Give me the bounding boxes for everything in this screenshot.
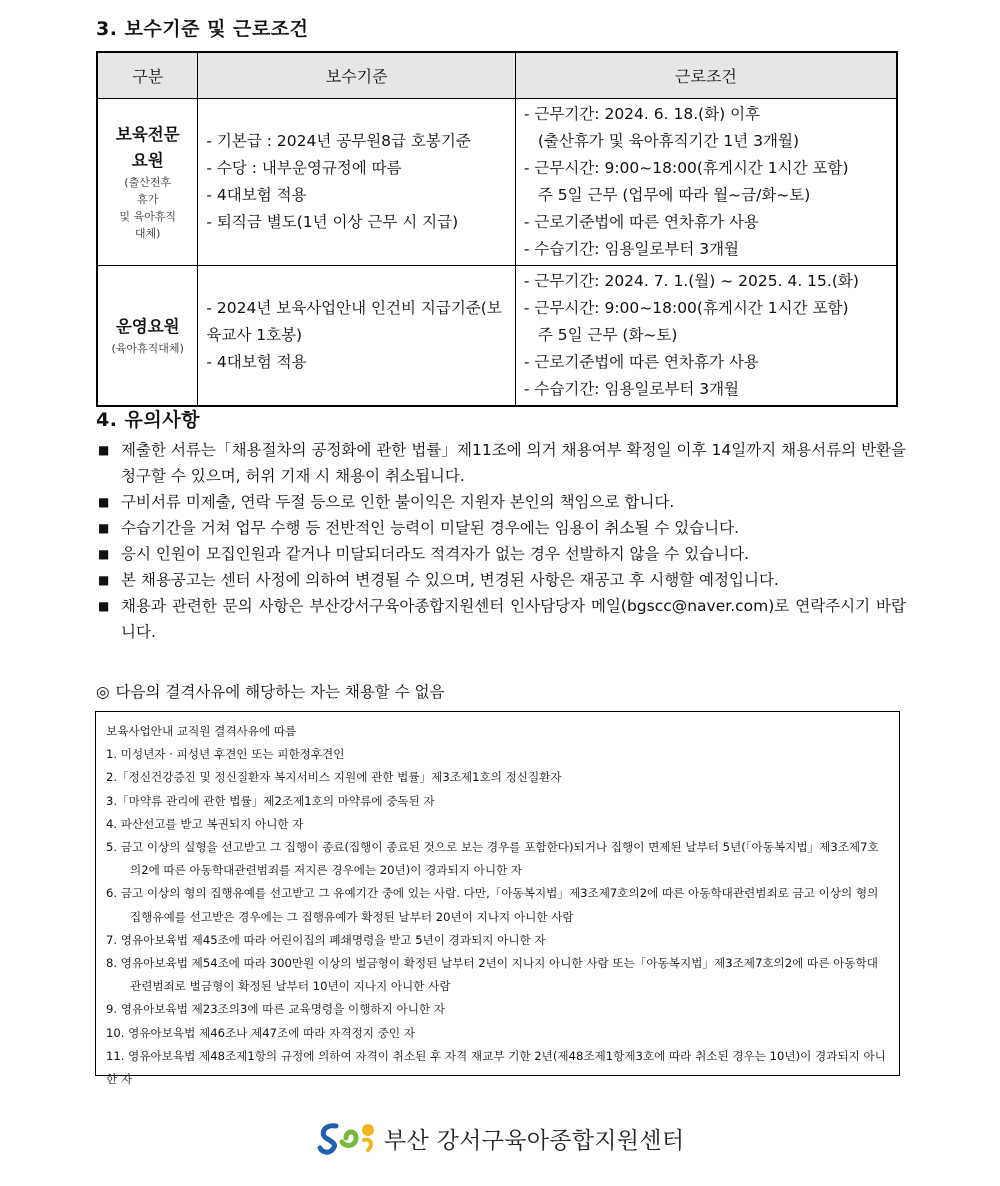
conditions-cell — [515, 265, 897, 406]
header-pay: 보수기준 — [198, 52, 516, 98]
double-circle-icon: ◎ — [96, 683, 110, 701]
category-sub: (출산전후 — [124, 175, 172, 189]
category-sub: 및 육아휴직 — [119, 209, 177, 223]
section-3-title: 3. 보수기준 및 근로조건 — [96, 18, 309, 40]
pay-line: - 4대보험 적용 — [206, 352, 307, 371]
list-item — [96, 515, 906, 541]
disqualification-intro: 보육사업안내 교직원 결격사유에 따름 — [106, 724, 297, 738]
list-item: 4. 파산선고를 받고 복권되지 아니한 자 — [106, 816, 304, 831]
condition-line: - 근로기준법에 따른 연차휴가 사용 — [523, 212, 759, 231]
conditions-cell — [515, 98, 897, 265]
condition-line: 주 5일 근무 (업무에 따라 월~금/화~토) — [537, 185, 811, 204]
header-conditions: 근로조건 — [515, 52, 897, 98]
list-item — [96, 489, 906, 515]
list-item: 5. 금고 이상의 실형을 선고받고 그 집행이 종료(집행이 종료된 것으로 보는 경우를 포함한다)되거나 집행이 면제된 날부터 5년(「아동복지법」제3조제7호의2에 따른 아동학대관련범죄를 저지른 경우에는 20년)이 경과되지 아니한 자 — [106, 840, 879, 878]
notes-list — [96, 437, 906, 645]
footer — [316, 1118, 684, 1158]
pay-conditions-table — [96, 51, 898, 407]
pay-line: - 수당 : 내부운영규정에 따름 — [206, 158, 402, 177]
category-sub: (육아휴직대체) — [111, 341, 184, 355]
table-row — [97, 98, 897, 265]
note-text: 제출한 서류는「채용절차의 공정화에 관한 법률」제11조에 의거 채용여부 확정일 이후 14일까지 채용서류의 반환을 청구할 수 있으며, 허위 기재 시 채용이 취소됩니다. — [121, 441, 906, 485]
table-row — [97, 265, 897, 406]
list-item: 1. 미성년자 · 피성년 후견인 또는 피한정후견인 — [106, 747, 345, 762]
list-item — [96, 593, 906, 645]
note-text: 수습기간을 거쳐 업무 수행 등 전반적인 능력이 미달된 경우에는 임용이 취소될 수 있습니다. — [121, 519, 740, 537]
condition-line: - 근로기준법에 따른 연차휴가 사용 — [523, 352, 759, 371]
note-text: 본 채용공고는 센터 사정에 의하여 변경될 수 있으며, 변경된 사항은 재공고 후 시행할 예정입니다. — [121, 571, 779, 589]
list-item: 10. 영유아보육법 제46조나 제47조에 따라 자격정지 중인 자 — [106, 1025, 415, 1040]
list-item: 2.「정신건강증진 및 정신질환자 복지서비스 지원에 관한 법률」제3조제1호의 정신질환자 — [106, 770, 562, 785]
category-main: 운영요원 — [115, 316, 180, 336]
pay-line: - 4대보험 적용 — [206, 185, 307, 204]
square-bullet-icon: ■ — [98, 599, 110, 613]
condition-line: - 근무기간: 2024. 6. 18.(화) 이후 — [523, 104, 761, 123]
note-text: 채용과 관련한 문의 사항은 부산강서구육아종합지원센터 인사담당자 메일(bgscc@naver.com)로 연락주시기 바랍니다. — [121, 597, 906, 641]
list-item: 9. 영유아보육법 제23조의3에 따른 교육명령을 이행하지 아니한 자 — [106, 1002, 445, 1017]
category-sub: 대체) — [134, 226, 161, 240]
square-bullet-icon: ■ — [98, 573, 110, 587]
note-text: 응시 인원이 모집인원과 같거나 미달되더라도 적격자가 없는 경우 선발하지 않을 수 있습니다. — [121, 545, 750, 563]
header-category: 구분 — [97, 52, 198, 98]
condition-line: (출산휴가 및 육아휴직기간 1년 3개월) — [537, 131, 800, 150]
condition-line: - 수습기간: 임용일로부터 3개월 — [523, 239, 740, 258]
list-item: 7. 영유아보육법 제45조에 따라 어린이집의 폐쇄명령을 받고 5년이 경과되지 아니한 자 — [106, 932, 546, 947]
square-bullet-icon: ■ — [98, 495, 110, 509]
pay-cell — [198, 98, 516, 265]
table-header-row — [97, 52, 897, 98]
category-cell — [97, 265, 198, 406]
list-item — [96, 437, 906, 489]
condition-line: 주 5일 근무 (화~토) — [537, 325, 678, 344]
pay-cell — [198, 265, 516, 406]
square-bullet-icon: ■ — [98, 547, 110, 561]
note-text: 구비서류 미제출, 연락 두절 등으로 인한 불이익은 지원자 본인의 책임으로 합니다. — [121, 493, 675, 511]
category-main: 보육전문 — [115, 124, 180, 144]
list-item: 8. 영유아보육법 제54조에 따라 300만원 이상의 벌금형이 확정된 날부터 2년이 지나지 아니한 사람 또는「아동복지법」제3조제7호의2에 따른 아동학대관련범죄로 벌금형이 확정된 날부터 10년이 지나지 아니한 사람 — [106, 956, 878, 994]
pay-line: - 2024년 보육사업안내 인건비 지급기준(보육교사 1호봉) — [206, 298, 502, 344]
condition-line: - 근무시간: 9:00~18:00(휴게시간 1시간 포함) — [523, 298, 849, 317]
list-item: 3.「마약류 관리에 관한 법률」제2조제1호의 마약류에 중독된 자 — [106, 793, 435, 808]
list-item — [96, 567, 906, 593]
square-bullet-icon: ■ — [98, 443, 110, 457]
disqualification-heading — [96, 680, 445, 702]
category-main: 요원 — [131, 150, 164, 170]
disqualification-title: 다음의 결격사유에 해당하는 자는 채용할 수 없음 — [115, 683, 445, 701]
list-item: 6. 금고 이상의 형의 집행유예를 선고받고 그 유예기간 중에 있는 사람. 다만,「아동복지법」제3조제7호의2에 따른 아동학대관련범죄로 금고 이상의 형의 집행유예를 선고받은 경우에는 그 집행유예가 확정된 날부터 20년이 지나지 아니한 사람 — [106, 886, 879, 924]
condition-line: - 근무기간: 2024. 7. 1.(월) ~ 2025. 4. 15.(화) — [523, 271, 859, 290]
category-cell — [97, 98, 198, 265]
category-sub: 휴가 — [137, 192, 159, 206]
org-name: 부산 강서구육아종합지원센터 — [384, 1127, 685, 1154]
disqualification-box — [95, 711, 900, 1087]
section-4-title: 4. 유의사항 — [96, 409, 200, 431]
pay-line: - 퇴직금 별도(1년 이상 근무 시 지급) — [206, 212, 459, 231]
list-item: 11. 영유아보육법 제48조제1항의 규정에 의하여 자격이 취소된 후 자격 재교부 기한 2년(제48조제1항제3호에 따라 취소된 경우는 10년)이 경과되지 아니한 자 — [106, 1048, 886, 1087]
swirl-logo-icon — [316, 1118, 380, 1158]
list-item — [96, 541, 906, 567]
square-bullet-icon: ■ — [98, 521, 110, 535]
pay-line: - 기본급 : 2024년 공무원8급 호봉기준 — [206, 131, 471, 150]
condition-line: - 수습기간: 임용일로부터 3개월 — [523, 379, 740, 398]
condition-line: - 근무시간: 9:00~18:00(휴게시간 1시간 포함) — [523, 158, 849, 177]
